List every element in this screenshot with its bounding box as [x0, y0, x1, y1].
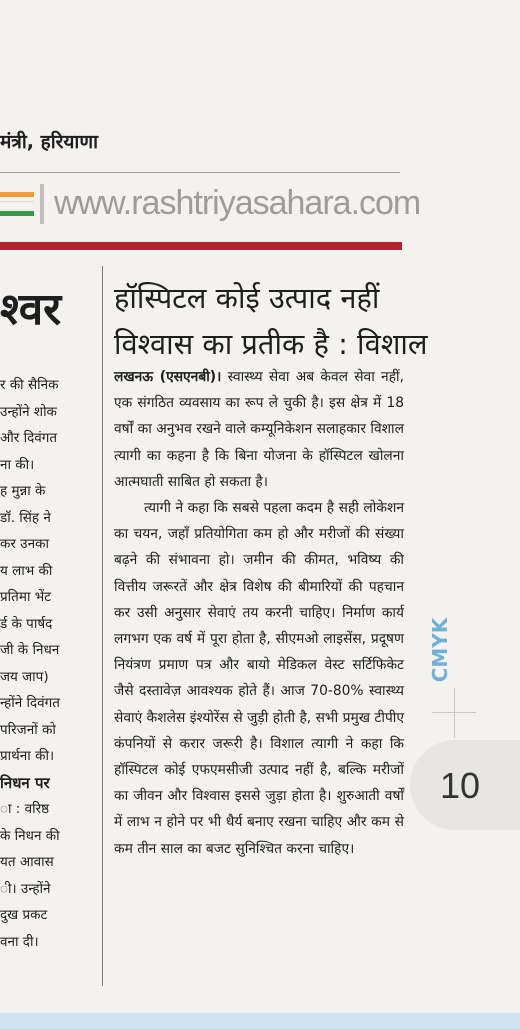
- left-column-line: दुख प्रकट: [0, 907, 48, 923]
- header-rule: [0, 172, 400, 173]
- left-column-line: य लाभ की: [0, 562, 53, 579]
- left-column-line: र की सैनिक: [0, 377, 59, 393]
- left-column-line: र्ड के पार्षद: [0, 615, 53, 632]
- paragraph-2: त्यागी ने कहा कि सबसे पहला कदम है सही लोकेशन का चयन, जहाँ प्रतियोगिता कम हो और मरीजों की संख्या बढ़ने की संभावना हो। जमीन की कीमत, भविष्य की वित्तीय जरूरतें और क्षेत्र विशेष की बीमारियों की पहचान कर उसी अनुसार सेवाएं तय करनी चाहिए। निर्माण कार्य लगभग एक वर्ष में पूरा होता है, सीएमओ लाइसेंस, प्रदूषण नियंत्रण प्रमाण पत्र और बायो मेडिकल वेस्ट सर्टिफिकेट जैसे दस्तावेज़ आवश्यक होते हैं। आज 70-80% स्वास्थ्य सेवाएं कैशलेस इंश्योरेंस से जुड़ी होती है, सभी प्रमुख टीपीए कंपनियों से करार जरूरी है। विशाल त्यागी ने कहा कि हॉस्पिटल कोई एफएमसीजी उत्पाद नहीं है, बल्कि मरीजों का जीवन और विश्वास इससे जुड़ा होता है। शुरुआती वर्षों में लाभ न होने पर भी धैर्य बनाए रखना चाहिए और कम से कम तीन साल का बजट सुनिश्चित करना चाहिए।: [114, 500, 404, 857]
- page-number: 10: [440, 765, 481, 806]
- left-column-line: कर उनका: [0, 536, 49, 552]
- registration-mark-vertical: [454, 688, 455, 738]
- website-url: www.rashtriyasahara.com: [54, 184, 421, 222]
- left-column-line: परिजनों को: [0, 721, 56, 738]
- registration-mark-horizontal: [432, 712, 476, 713]
- tricolor-flag-icon: [0, 192, 34, 218]
- left-column-line: प्रतिमा भेंट: [0, 589, 52, 605]
- left-column-line: डॉ. सिंह ने: [0, 509, 51, 526]
- cmyk-label: CMYK: [428, 617, 452, 683]
- left-column-line: और दिवंगत: [0, 430, 58, 446]
- left-column-line: ा : वरिष्ठ: [0, 801, 50, 817]
- left-article-headline: श्वर: [0, 284, 62, 335]
- bottom-strip: [0, 1013, 520, 1029]
- dateline: लखनऊ (एसएनबी)।: [114, 369, 222, 385]
- cmyk-mark: [428, 610, 452, 690]
- left-column-line: ना की।: [0, 456, 35, 473]
- left-column-line: न्होंने दिवंगत: [0, 695, 60, 711]
- main-article-body: [114, 364, 404, 862]
- left-column-line: यत आवास: [0, 854, 54, 870]
- left-column-line: जी के निधन: [0, 642, 60, 658]
- left-column-line: वना दी।: [0, 933, 39, 950]
- column-divider: [102, 266, 103, 986]
- main-title-line-1: हॉस्पिटल कोई उत्पाद नहीं: [114, 281, 380, 315]
- left-column-line: जय जाप): [0, 668, 49, 685]
- left-column-line: ह मुन्ना के: [0, 483, 46, 499]
- main-title-line-2: विश्वास का प्रतीक है : विशाल: [114, 327, 428, 361]
- red-rule: [0, 242, 402, 250]
- left-article-column: [0, 372, 98, 955]
- left-column-line: प्रार्थना की।: [0, 748, 55, 764]
- paragraph-1-text: स्वास्थ्य सेवा अब केवल सेवा नहीं, एक संगठित व्यवसाय का रूप ले चुकी है। इस क्षेत्र में 18 वर्षों का अनुभव रखने वाले कम्यूनिकेशन सलाहकार विशाल त्यागी का कहना है कि बिना योजना के हॉस्पिटल खोलना आत्मघाती साबित हो सकता है।: [114, 369, 404, 490]
- left-column-line: के निधन की: [0, 827, 60, 844]
- left-column-line: ी। उन्होंने: [0, 880, 51, 897]
- left-column-line: निधन पर: [0, 773, 50, 792]
- left-column-line: उन्होंने शोक: [0, 403, 57, 420]
- url-divider: [40, 184, 44, 224]
- paragraph-1: [114, 364, 404, 495]
- header-location-text: मंत्री, हरियाणा: [0, 131, 98, 153]
